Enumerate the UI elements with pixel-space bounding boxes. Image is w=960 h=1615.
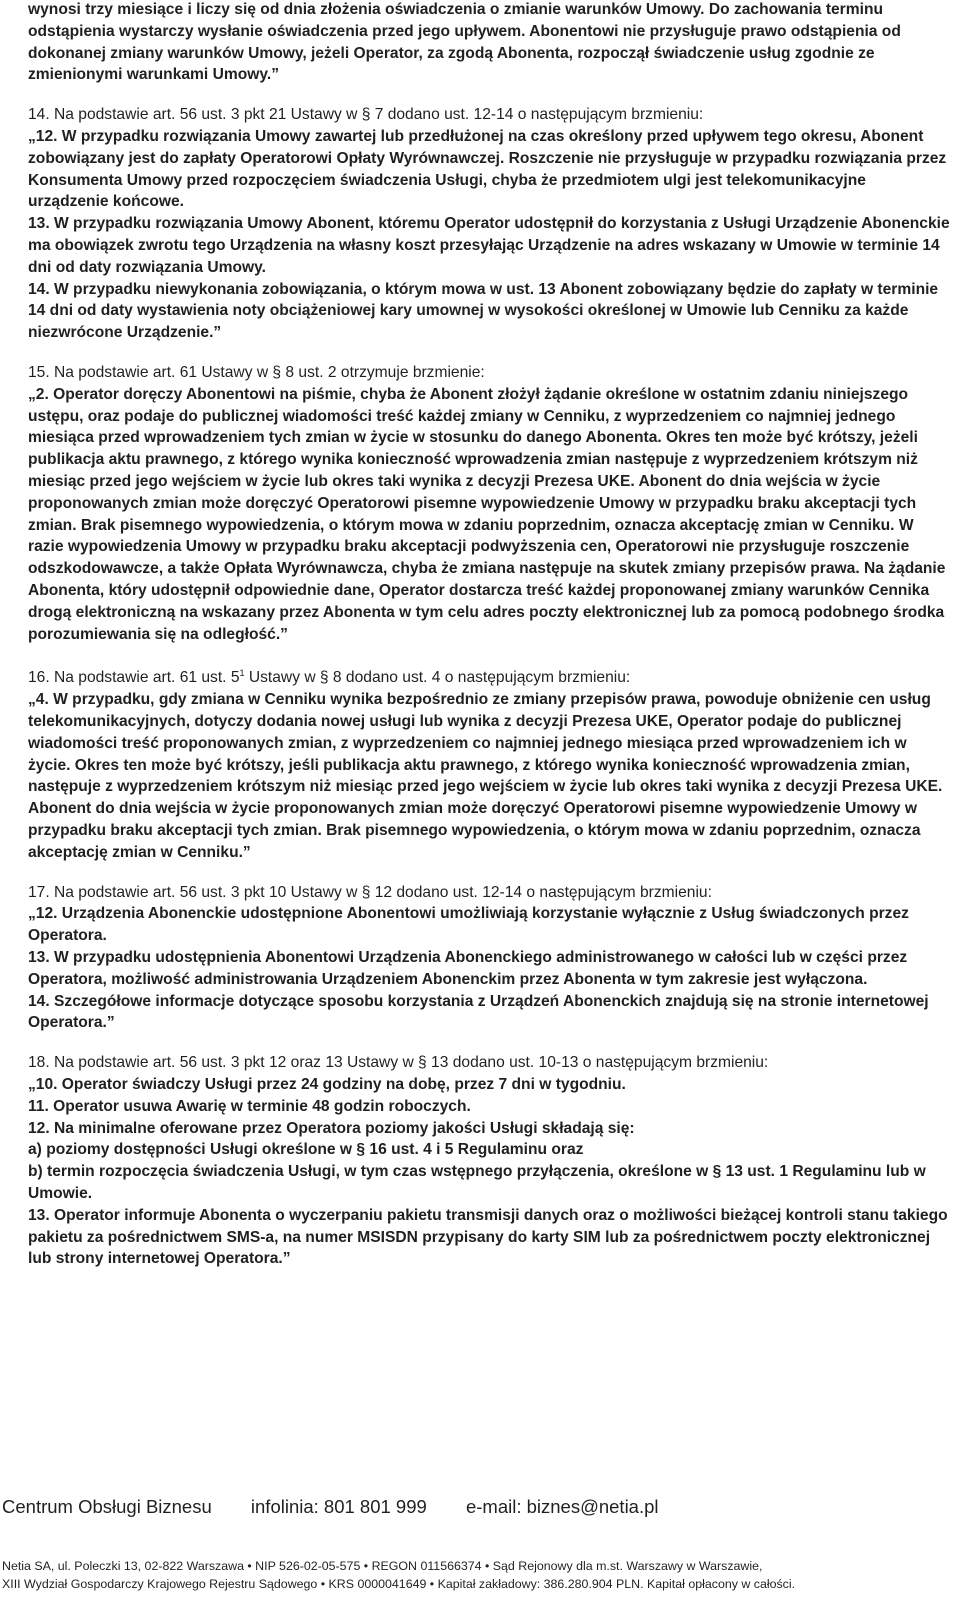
legal-notice (2, 1558, 958, 1593)
intro-paragraph: wynosi trzy miesiące i liczy się od dnia złożenia oświadczenia o zmianie warunków Umowy. Do zachowania terminu odstąpienia wystarczy wysłanie oświadczenia przed jego upływem. Abonentowi nie przysługuje prawo odstąpienia od dokonanej zmiany warunków Umowy, jeżeli Operator, za zgodą Abonenta, rozpoczął świadczenie usług zgodnie ze zmienionymi warunkami Umowy.” (28, 1, 901, 84)
spacer (0, 645, 960, 663)
section-18-heading: 18. Na podstawie art. 56 ust. 3 pkt 12 oraz 13 Ustawy w § 13 dodano ust. 10-13 o następującym brzmieniu: (28, 1054, 769, 1072)
section-17-para-13: 13. W przypadku udostępnienia Abonentowi Urządzenia Abonenckiego administrowanego w całości lub w części przez Operatora, możliwość administrowania Urządzeniem Abonenckim przez Abonenta w tym zakresie jest wyłączona. (28, 949, 908, 988)
section-14-para-12: „12. W przypadku rozwiązania Umowy zawartej lub przedłużonej na czas określony przed upływem tego okresu, Abonent zobowiązany jest do zapłaty Operatorowi Opłaty Wyrównawczej. Roszczenie nie przysługuje w przypadku rozwiązania przez Konsumenta Umowy przed rozpoczęciem świadczenia Usługi, chyba że przedmiotem ulgi jest telekomunikacyjne urządzenie końcowe. (28, 127, 947, 211)
footer-email[interactable]: e-mail: biznes@netia.pl (465, 1496, 659, 1517)
section-17 (0, 882, 960, 1035)
section-18-para-10: „10. Operator świadczy Usługi przez 24 godziny na dobę, przez 7 dni w tygodniu. (28, 1076, 626, 1094)
footer-infoline: infolinia: 801 801 999 (250, 1496, 427, 1517)
section-16-heading (0, 663, 960, 689)
legal-line-1: Netia SA, ul. Poleczki 13, 02-822 Warszawa • NIP 526-02-05-575 • REGON 011566374 • Sąd Rejonowy dla m.st. Warszawy w Warszawie, (2, 1559, 763, 1573)
section-14-para-14: 14. W przypadku niewykonania zobowiązania, o którym mowa w ust. 13 Abonent zobowiązany będzie do zapłaty w terminie 14 dni od daty wystawienia noty obciążeniowej kary umownej w wysokości określonej w Umowie lub Cenniku za każde niezwrócone Urządzenie.” (28, 280, 939, 342)
section-17-heading: 17. Na podstawie art. 56 ust. 3 pkt 10 Ustawy w § 12 dodano ust. 12-14 o następującym brzmieniu: (28, 883, 712, 901)
section-16 (0, 663, 960, 863)
legal-line-2: XIII Wydział Gospodarczy Krajowego Rejestru Sądowego • KRS 0000041649 • Kapitał zakładowy: 386.280.904 PLN. Kapitał opłacony w całości. (2, 1576, 796, 1591)
spacer (0, 86, 960, 104)
section-16-heading-b: Ustawy w § 8 dodano ust. 4 o następującym brzmieniu: (244, 669, 631, 687)
spacer (0, 864, 960, 882)
footer-center-name: Centrum Obsługi Biznesu (2, 1496, 212, 1517)
section-18-para-12: 12. Na minimalne oferowane przez Operatora poziomy jakości Usługi składają się: (28, 1119, 635, 1137)
section-14-para-13: 13. W przypadku rozwiązania Umowy Abonent, któremu Operator udostępnił do korzystania z Usługi Urządzenie Abonenckie ma obowiązek zwrotu tego Urządzenia na własny koszt przesyłając Urządzenie na adres wskazany w Umowie w terminie 14 dni od daty rozwiązania Umowy. (28, 215, 950, 276)
section-18 (0, 1052, 960, 1270)
section-15-para-2: „2. Operator doręczy Abonentowi na piśmie, chyba że Abonent złożył żądanie określone w ostatnim zdaniu niniejszego ustępu, oraz podaje do publicznej wiadomości treść każdej zmiany w Cenniku, z wyprzedzeniem co najmniej jednego miesiąca przed wprowadzeniem tych zmian w życie w stosunku do danego Abonenta. Okres ten może być krótszy, jeżeli publikacja aktu prawnego, z którego wynika konieczność wprowadzenia zmian następuje z wyprzedzeniem krótszym niż miesiąc przed jego wejściem w życie lub okres taki wynika z decyzji Prezesa UKE. Abonent do dnia wejścia w życie proponowanych zmian może doręczyć Operatorowi pisemne wypowiedzenie Umowy w przypadku braku akceptacji tych zmian. Brak pisemnego wypowiedzenia, o którym mowa w zdaniu poprzednim, oznacza akceptację zmian w Cenniku. W razie wypowiedzenia Umowy w przypadku braku akceptacji podwyższenia cen, Operatorowi nie przysługuje roszczenie odszkodowawcze, a także Opłata Wyrównawcza, chyba że zmiana następuje na skutek zmiany przepisów prawa. Na żądanie Abonenta, który udostępnił odpowiednie dane, Operator dostarcza treść każdej proponowanej zmiany warunków Cennika drogą elektroniczną na wskazany przez Abonenta w tym celu adres poczty elektronicznej lub za pomocą podobnego środka porozumiewania się na odległość.” (28, 385, 946, 643)
section-14 (0, 104, 960, 344)
footer-contact-line (2, 1496, 693, 1518)
spacer (0, 1034, 960, 1052)
section-14-heading: 14. Na podstawie art. 56 ust. 3 pkt 21 Ustawy w § 7 dodano ust. 12-14 o następującym brzmieniu: (28, 106, 704, 124)
section-15 (0, 362, 960, 645)
section-16-para-4: „4. W przypadku, gdy zmiana w Cenniku wynika bezpośrednio ze zmiany przepisów prawa, powoduje obniżenie cen usług telekomunikacyjnych, dotyczy dodania nowej usługi lub wynika z decyzji Prezesa UKE, Operator podaje do publicznej wiadomości treść proponowanych zmian, z wyprzedzeniem co najmniej jednego miesiąca przed wprowadzeniem ich w życie. Okres ten może być krótszy, jeśli publikacja aktu prawnego, z którego wynika konieczność wprowadzenia zmian, następuje z wyprzedzeniem krótszym niż miesiąc przed jego wejściem w życie lub okres taki wynika z decyzji Prezesa UKE. Abonent do dnia wejścia w życie proponowanych zmian może doręczyć Operatorowi pisemne wypowiedzenie Umowy w przypadku braku akceptacji tych zmian. Brak pisemnego wypowiedzenia, o którym mowa w zdaniu poprzednim, oznacza akceptację zmian w Cenniku.” (28, 691, 943, 861)
section-18-para-a: a) poziomy dostępności Usługi określone w § 16 ust. 4 i 5 Regulaminu oraz (28, 1141, 584, 1159)
section-18-para-13: 13. Operator informuje Abonenta o wyczerpaniu pakietu transmisji danych oraz o możliwości bieżącej kontroli stanu takiego pakietu za pośrednictwem SMS-a, na numer MSISDN przypisany do karty SIM lub za pośrednictwem poczty elektronicznej lub strony internetowej Operatora.” (28, 1206, 948, 1268)
section-15-heading: 15. Na podstawie art. 61 Ustawy w § 8 ust. 2 otrzymuje brzmienie: (28, 363, 485, 381)
section-16-heading-a: 16. Na podstawie art. 61 ust. 5 (28, 669, 240, 687)
section-18-para-11: 11. Operator usuwa Awarię w terminie 48 godzin roboczych. (28, 1097, 471, 1115)
section-18-para-b: b) termin rozpoczęcia świadczenia Usługi, w tym czas wstępnego przyłączenia, określone w § 13 ust. 1 Regulaminu lub w Umowie. (28, 1163, 926, 1203)
section-16-heading-sup: 1 (239, 668, 245, 679)
section-17-para-14: 14. Szczegółowe informacje dotyczące sposobu korzystania z Urządzeń Abonenckich znajdują się na stronie internetowej Operatora.” (28, 992, 929, 1032)
section-17-para-12: „12. Urządzenia Abonenckie udostępnione Abonentowi umożliwiają korzystanie wyłącznie z Usług świadczonych przez Operatora. (28, 905, 909, 945)
spacer (0, 344, 960, 362)
